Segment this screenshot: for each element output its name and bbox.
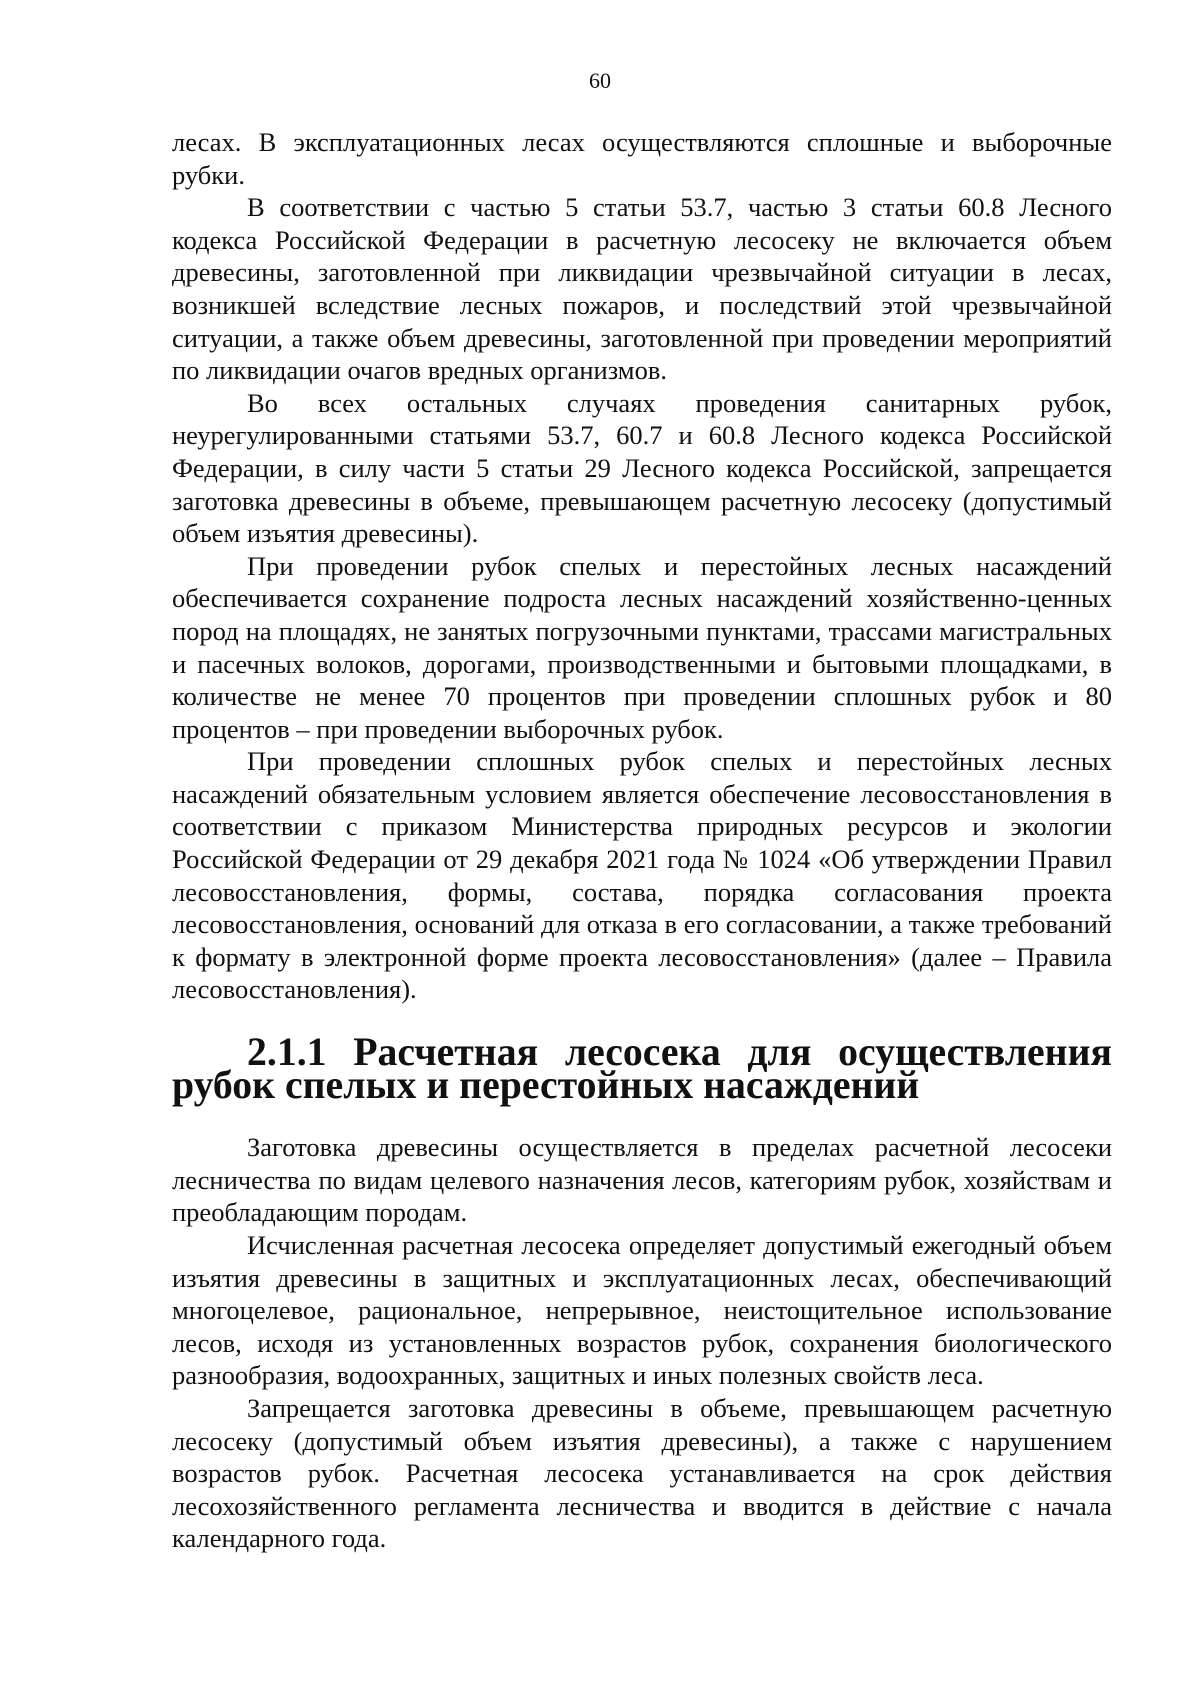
page-number: 60	[589, 68, 611, 93]
document-body	[172, 126, 1112, 1555]
paragraph-annual-volume: Исчисленная расчетная лесосека определяет допустимый ежегодный объем изъятия древесины в защитных и эксплуатационных лесах, обеспечивающий многоцелевое, рациональное, непрерывное, неистощительное использование лесов, исходя из установленных возрастов рубок, сохранения биологического разнообразия, водоохранных, защитных и иных полезных свойств леса.	[172, 1230, 1112, 1391]
paragraph-continuation: лесах. В эксплуатационных лесах осуществляются сплошные и выборочные рубки.	[172, 127, 1112, 190]
paragraph-harvest-prohibition: Запрещается заготовка древесины в объеме, превышающем расчетную лесосеку (допустимый объем изъятия древесины), а также с нарушением возрастов рубок. Расчетная лесосека устанавливается на срок действия лесохозяйственного регламента лесничества и вводится в действие с начала календарного года.	[172, 1392, 1112, 1554]
section-heading: 2.1.1 Расчетная лесосека для осуществления рубок спелых и перестойных насаждений	[172, 1030, 1112, 1107]
paragraph-harvest-limits: Заготовка древесины осуществляется в пределах расчетной лесосеки лесничества по видам целевого назначения лесов, категориям рубок, хозяйствам и преобладающим породам.	[172, 1132, 1112, 1228]
paragraph-reforestation-condition: При проведении сплошных рубок спелых и перестойных лесных насаждений обязательным условием является обеспечение лесовосстановления в соответствии с приказом Министерства природных ресурсов и экологии Российской Федерации от 29 декабря 2021 года № 1024 «Об утверждении Правил лесовосстановления, формы, состава, порядка согласования проекта лесовосстановления, оснований для отказа в его согласовании, а также требований к формату в электронной форме проекта лесовосстановления» (далее – Правила лесовосстановления).	[172, 746, 1112, 1005]
paragraph-forest-code-exclusion: В соответствии с частью 5 статьи 53.7, частью 3 статьи 60.8 Лесного кодекса Российской Федерации в расчетную лесосеку не включается объем древесины, заготовленной при ликвидации чрезвычайной ситуации в лесах, возникшей вследствие лесных пожаров, и последствий этой чрезвычайной ситуации, а также объем древесины, заготовленной при проведении мероприятий по ликвидации очагов вредных организмов.	[172, 192, 1112, 386]
paragraph-undergrowth-preservation: При проведении рубок спелых и перестойных лесных насаждений обеспечивается сохранение подроста лесных насаждений хозяйственно-ценных пород на площадях, не занятых погрузочными пунктами, трассами магистральных и пасечных волоков, дорогами, производственными и бытовыми площадками, в количестве не менее 70 процентов при проведении сплошных рубок и 80 процентов – при проведении выборочных рубок.	[172, 550, 1112, 744]
paragraph-sanitary-cuttings: Во всех остальных случаях проведения санитарных рубок, неурегулированными статьями 53.7, 60.7 и 60.8 Лесного кодекса Российской Федерации, в силу части 5 статьи 29 Лесного кодекса Российской, запрещается заготовка древесины в объеме, превышающем расчетную лесосеку (допустимый объем изъятия древесины).	[172, 387, 1112, 549]
